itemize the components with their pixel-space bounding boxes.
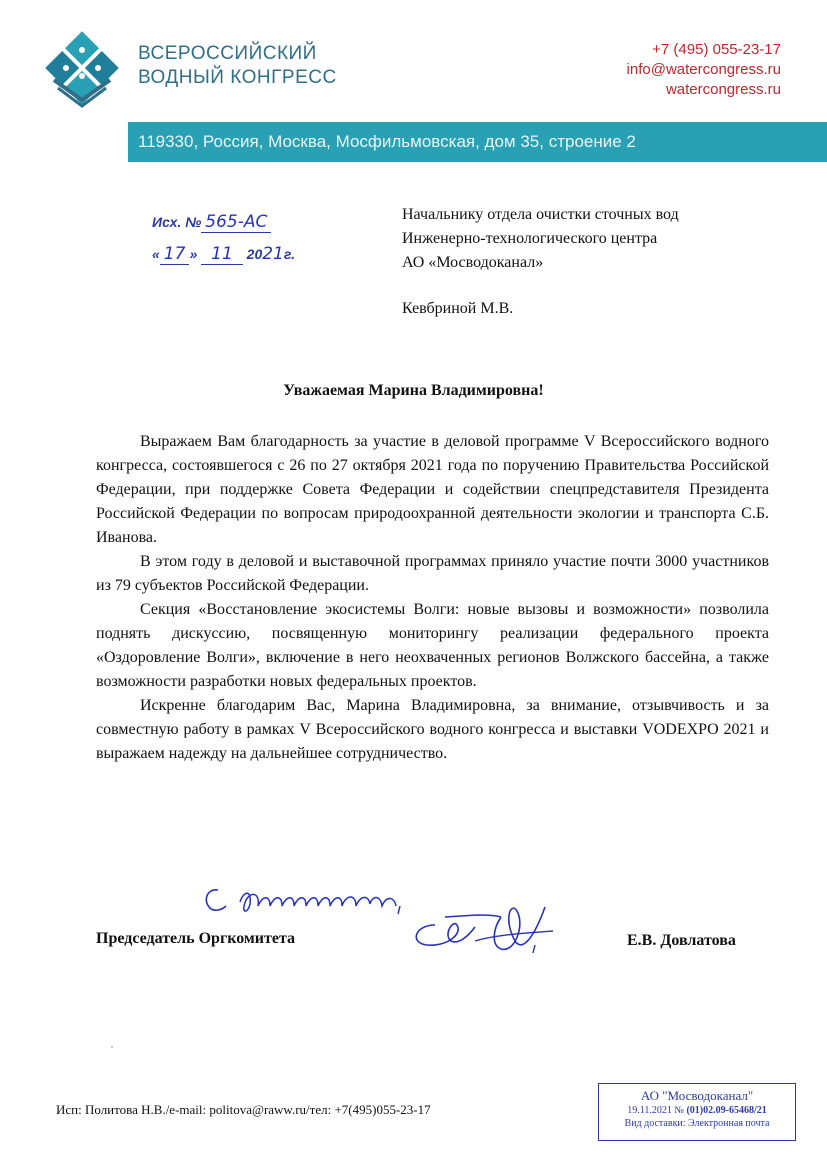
date-year-suffix: 21 — [262, 244, 284, 264]
date-month: 11 — [201, 244, 243, 265]
contacts — [627, 40, 781, 100]
address-band — [128, 122, 827, 162]
outgoing-reference — [152, 208, 322, 278]
stamp-number: (01)02.09-65468/21 — [686, 1105, 767, 1116]
scan-speck — [111, 1046, 113, 1048]
salutation: Уважаемая Марина Владимировна! — [283, 382, 544, 399]
org-name — [138, 42, 337, 90]
body-paragraph-2: В этом году в деловой и выставочной программах приняло участие почти 3000 участников из 79 субъектов Российской Федерации. — [96, 553, 769, 594]
addressee-line1: Начальнику отдела очистки сточных вод — [402, 206, 679, 223]
body-paragraph-4: Искренне благодарим Вас, Марина Владимировна, за внимание, отзывчивость и за совместную работу в рамках V Всероссийского водного конгресса и выставки VODEXPO 2021 и выражаем надежду на дальнейшее сотрудничество. — [96, 697, 769, 762]
body-paragraph-1: Выражаем Вам благодарность за участие в деловой программе V Всероссийского водного конгресса, состоявшегося с 26 по 27 октября 2021 года по поручению Правительства Российской Федерации, при поддержке Совета Федерации и содействии спецпредставителя Президента Российской Федерации по вопросам природоохранной деятельности экологии и транспорта С.Б. Иванова. — [96, 433, 769, 546]
stamp-number-prefix: № — [674, 1105, 684, 1116]
date-year-mark: г. — [283, 246, 296, 262]
date-year-prefix: 20 — [246, 246, 263, 262]
phone: +7 (495) 055-23-17 — [652, 41, 781, 58]
addressee-line3: АО «Мосводоканал» — [402, 254, 544, 271]
addressee-line2: Инженерно-технологического центра — [402, 230, 658, 247]
addressee — [402, 203, 679, 321]
outgoing-number-value: 565-АС — [201, 212, 271, 233]
outgoing-number-label: Исх. № — [152, 214, 202, 230]
email: info@watercongress.ru — [626, 61, 781, 78]
water-congress-logo-icon — [42, 28, 122, 108]
body-paragraph-3: Секция «Восстановление экосистемы Волги: новые вызовы и возможности» позволила поднять дискуссию, посвященную мониторингу реализации федерального проекта «Оздоровление Волги», включение в него неохваченных регионов Волжского бассейна, а также возможности разработки новых федеральных проектов. — [96, 601, 769, 690]
date-open-quote: « — [152, 246, 160, 262]
signature-mark — [405, 895, 575, 965]
org-name-line2: ВОДНЫЙ КОНГРЕСС — [138, 67, 337, 88]
website: watercongress.ru — [665, 81, 781, 98]
stamp-delivery: Вид доставки: Электронная почта — [624, 1118, 770, 1129]
date-day: 17 — [160, 244, 190, 265]
org-name-line1: ВСЕРОССИЙСКИЙ — [138, 43, 317, 64]
addressee-name: Кевбриной М.В. — [402, 300, 514, 317]
stamp-date: 19.11.2021 — [627, 1105, 672, 1116]
registration-stamp — [598, 1083, 796, 1141]
address: 119330, Россия, Москва, Мосфильмовская, дом 35, строение 2 — [138, 132, 636, 151]
chair-name: Е.В. Довлатова — [627, 932, 736, 949]
stamp-title: АО "Мосводоканал" — [640, 1088, 754, 1103]
stamp-number-line — [599, 1104, 795, 1117]
letter-body — [96, 430, 769, 766]
date-close-quote: » — [189, 246, 198, 262]
chair-title: Председатель Оргкомитета — [96, 930, 296, 947]
executor-info: Исп: Политова Н.В./e-mail: politova@raww.ru/тел: +7(495)055-23-17 — [56, 1102, 431, 1117]
